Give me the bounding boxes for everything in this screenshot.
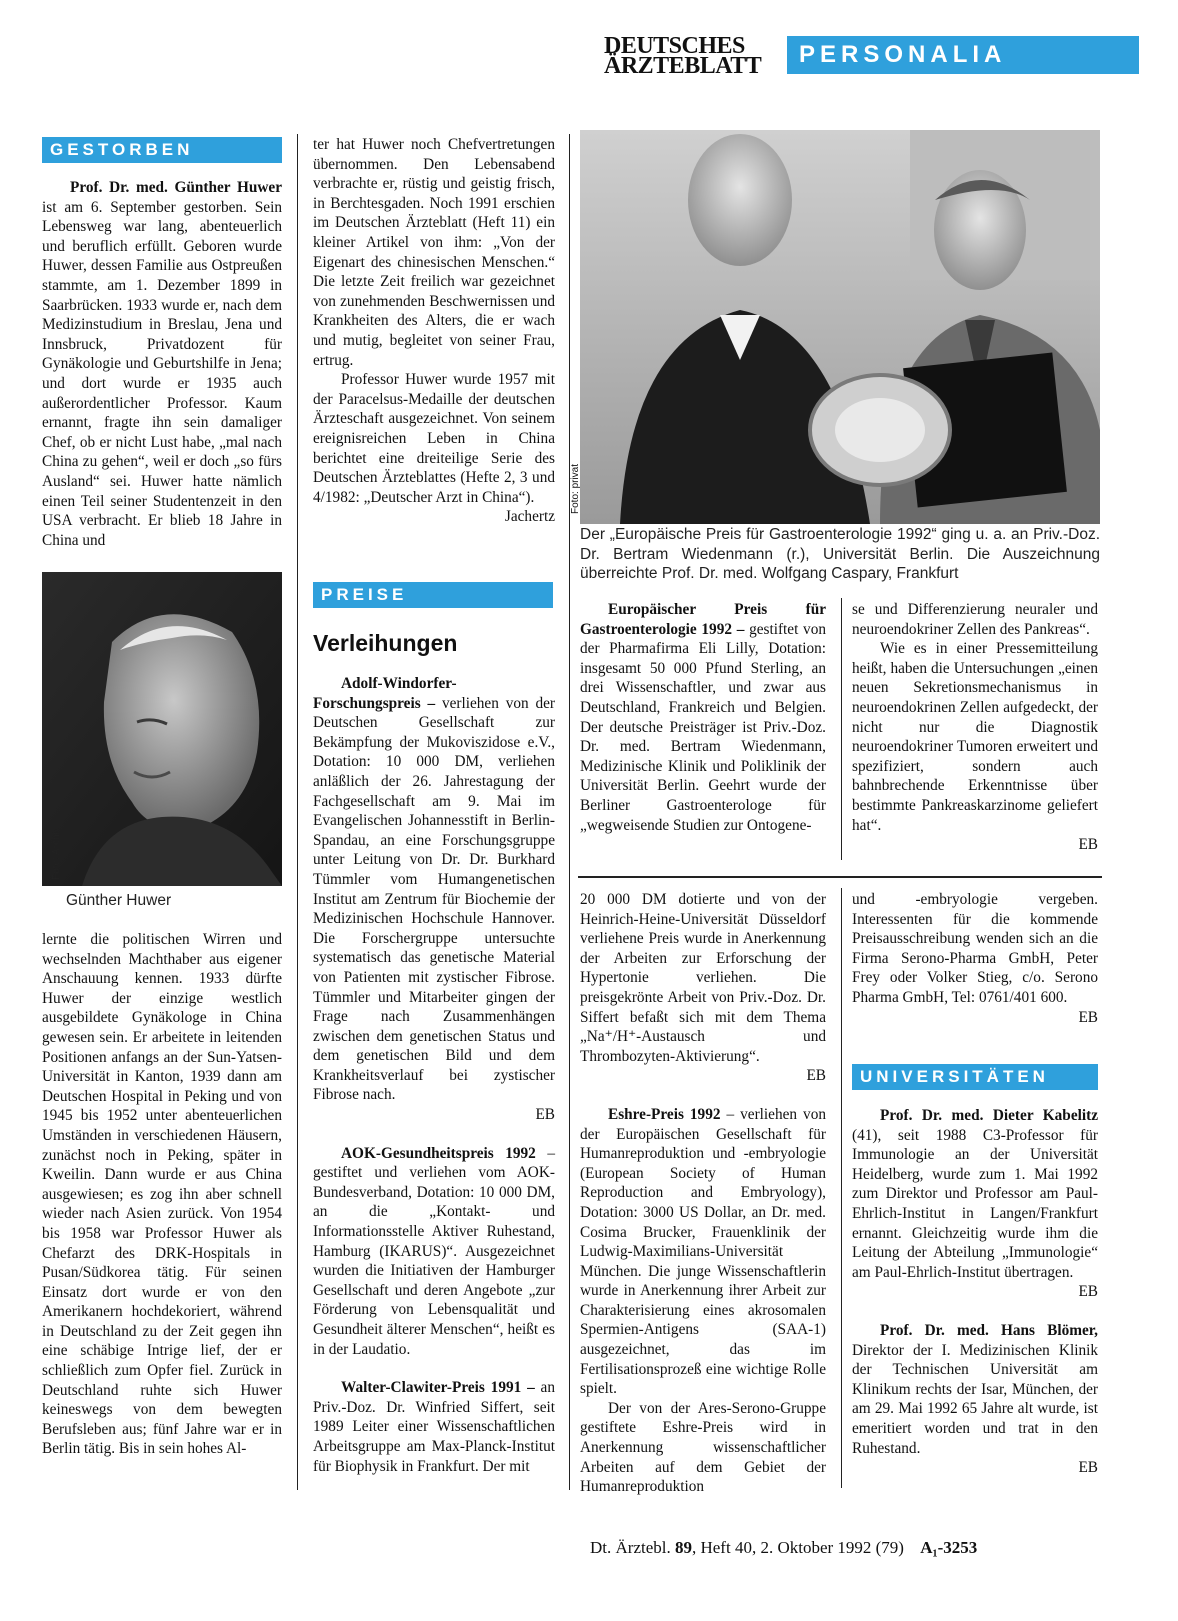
journal-logo — [604, 33, 782, 79]
obituary-paragraph: Professor Huwer wurde 1957 mit der Paracelsus-Medaille der deutschen Ärzteschaft ausgezeichnet. Von seinem ereignisreichen Leben in China berichtet eine dreiteilige Serie des Deutschen Ärzteblattes (Hefte 2, 3 und 4/1982: „Deutscher Arzt in China“). — [313, 371, 555, 506]
column-divider — [297, 134, 298, 1490]
person-name: Prof. Dr. med. Dieter Kabelitz — [880, 1107, 1098, 1124]
award-paragraph: Wie es in einer Pressemitteilung heißt, haben die Untersuchungen „einen neuen Sekretionsmechanismus in neuroendokrinen Zellen aufgedeckt, der nicht nur die Diagnostik neuroendokriner Tumoren erweitert und spezifiziert, sondern auch bahnbrechende Erkenntnisse über bestimmte Pankreaskarzinome geliefert hat“. — [852, 640, 1098, 834]
news-paragraph: (41), seit 1988 C3-Professor für Immunologie an der Universität Heidelberg, wurde zum 1. Mai 1992 zum Direktor und Professor am Paul-Ehrlich-Institut in Langen/Frankfurt ernannt. Gleichzeitig wurde ihm die Leitung der Abteilung „Immunologie“ am Paul-Ehrlich-Institut übertragen. — [852, 1126, 1098, 1281]
award-paragraph: 20 000 DM dotierte und von der Heinrich-Heine-Universität Düsseldorf verliehene Preis wurde in Anerkennung der Arbeiten zur Erforschung der Hypertonie verliehen. Die preisgekrönte Arbeit von Priv.-Doz. Dr. Siffert befaßt sich mit dem Thema „Na⁺/H⁺-Austausch und Thrombozyten-Aktivierung“. — [580, 891, 826, 1065]
award-ceremony-photo — [580, 130, 1100, 524]
section-banner-gestorben: GESTORBEN — [42, 137, 282, 163]
award-paragraph: – gestiftet und verliehen vom AOK-Bundesverband, Dotation: 10 000 DM, an die „Kontakt- und Informationsstelle Aktiver Ruhestand, Hamburg (IKARUS)“. Ausgezeichnet wurden die Initiativen der Hamburger Gesellschaft und deren Angebote „zur Förderung von Lebensqualität und Gesundheit älterer Menschen“, heißt es in der Laudatio. — [313, 1144, 555, 1358]
section-banner-preise: PREISE — [313, 582, 553, 608]
awards-text — [313, 674, 555, 1476]
ceremony-image — [580, 130, 1100, 524]
award-paragraph: se und Differenzierung neuraler und neuroendokriner Zellen des Pankreas“. — [852, 601, 1098, 638]
logo-line-1: DEUTSCHES — [604, 33, 745, 59]
column-divider — [841, 598, 842, 860]
section-banner-universitaeten: UNIVERSITÄTEN — [852, 1064, 1098, 1090]
obituary-paragraph: ist am 6. September gestorben. Sein Lebensweg war lang, abenteuerlich und beruflich erfüllt. Geboren wurde Huwer, dessen Familie aus Ostpreußen stammte, am 1. Dezember 1899 in Saarbrücken. 1933 wurde er, nach dem Medizinstudium in Breslau, Jena und Innsbruck, Privatdozent für Gynäkologie und Geburtshilfe in Jena; und dort wurde er 1935 auch außerordentlicher Professor. Kaum ernannt, fragte ihn sein damaliger Chef, ob er nicht Lust habe, „mal nach China zu gehen“, weil er doch „so fürs Ausland“ sei. Huwer hatte nämlich einen Teil seiner Studentenzeit in den USA verbracht. Er blieb 18 Jahre in China und — [42, 198, 282, 549]
section-banner-personalia: PERSONALIA — [787, 36, 1139, 74]
author-signature: EB — [1078, 836, 1098, 854]
horizontal-rule — [578, 876, 1102, 878]
author-signature: EB — [535, 1106, 555, 1124]
portrait-photo-huwer — [42, 572, 282, 886]
award-paragraph: gestiftet von der Pharmafirma Eli Lilly, Dotation: insgesamt 50 000 Pfund Sterling, an drei Wissenschaftler, und zwar aus Deutschland, Frankreich und Belgien. Der deutsche Preisträger ist Priv.-Doz. Dr. med. Bertram Wiedenmann, Medizinische Klinik und Poliklinik der Universität Berlin. Geehrt wurde der Berliner Gastroenterologe für „wegweisende Studien zur Ontogene- — [580, 620, 827, 834]
obituary-name: Prof. Dr. med. Günther Huwer — [70, 179, 282, 196]
column-divider — [841, 888, 842, 1488]
logo-line-2: ÄRZTEBLATT — [604, 53, 762, 79]
eshre-continuation — [852, 890, 1098, 1027]
gastro-award-continuation — [852, 600, 1098, 855]
award-paragraph: und -embryologie vergeben. Interessenten für die kommende Preisausschreibung wenden sich an die Firma Serono-Pharma GmbH, Peter Frey oder Volker Stieg, c/o. Serono Pharma GmbH, Tel: 0761/401 600. — [852, 891, 1098, 1006]
obituary-paragraph: ter hat Huwer noch Chefvertretungen übernommen. Den Lebensabend verbrachte er, rüstig und geistig frisch, in Berchtesgaden. Noch 1991 erschien im Deutschen Ärzteblatt (Heft 11) ein kleiner Artikel von ihm: „Von der Eigenart des chinesischen Menschen.“ Die letzte Zeit freilich war gezeichnet von zunehmenden Beschwernissen und Krankheiten des Alters, die er wach und mutig, begleitet von seiner Frau, ertrug. — [313, 136, 555, 369]
award-paragraph: Der von der Ares-Serono-Gruppe gestiftete Eshre-Preis wird in Anerkennung wissenschaftlicher Arbeiten auf dem Gebiet der Humanreproduktion — [580, 1399, 826, 1496]
author-signature: Jachertz — [504, 508, 555, 526]
award-name: Europäischer Preis für Gastroenterologie 1992 – — [580, 601, 826, 638]
university-news-text — [852, 1106, 1098, 1478]
award-paragraph: an Priv.-Doz. Dr. Winfried Siffert, seit 1989 Leiter einer Wissenschaftlichen Arbeitsgruppe am Max-Planck-Institut für Biophysik in Frankfurt. Der mit — [313, 1379, 555, 1475]
award-name: Eshre-Preis 1992 — [608, 1105, 721, 1123]
obituary-text-top — [42, 178, 282, 550]
award-name: Adolf-Windorfer-Forschungspreis – — [313, 675, 457, 712]
article-heading-verleihungen: Verleihungen — [313, 630, 458, 656]
news-paragraph: Direktor der I. Medizinischen Klinik der Technischen Universität am Klinikum rechts der Isar, München, der am 29. Mai 1992 65 Jahre alt wurde, ist emeritiert worden und trat in den Ruhestand. — [852, 1341, 1098, 1457]
gastro-award-text — [580, 600, 826, 835]
column-divider — [569, 134, 570, 1490]
person-name: Prof. Dr. med. Hans Blömer, — [880, 1321, 1098, 1339]
award-name: Walter-Clawiter-Preis 1991 – — [341, 1379, 535, 1397]
obituary-continuation — [313, 135, 555, 527]
award-paragraph: – verliehen von der Europäischen Gesellschaft für Humanreproduktion und -embryologie (European Society of Human Reproduction and Embryology), Dotation: 3000 US Dollar, an Dr. med. Cosima Brucker, Frauenklinik der Ludwig-Maximilians-Universität München. Die junge Wissenschaftlerin wurde in Anerkennung ihrer Arbeit zur Charakterisierung eines akrosomalen Spermien-Antigens (SAA-1) ausgezeichnet, das im Fertilisationsprozeß eine wichtige Rolle spielt. — [580, 1105, 826, 1398]
portrait-image — [42, 572, 282, 886]
author-signature: EB — [1078, 1008, 1098, 1026]
footer-journal: Dt. Ärztebl. — [590, 1538, 671, 1557]
photo-credit-privat: Foto: privat — [570, 463, 581, 514]
award-name: AOK-Gesundheitspreis 1992 — [341, 1144, 536, 1162]
page-footer — [590, 1538, 977, 1558]
obituary-paragraph: lernte die politischen Wirren und wechselnden Machthaber aus eigener Anschauung kennen. 1933 dürfte Huwer der einzige westlich ausgebildete Gynäkologe in China gewesen sein. Er arbeitete in leitenden Positionen anfangs an der Sun-Yatsen-Universität in Kanton, 1939 dann am Deutschen Hospital in Peking und von 1945 bis 1952 unter abenteuerlichen Umständen in verschiedenen Häusern, zunächst noch in Peking, später in Kweilin. Dann wurde er aus China ausgewiesen; es zog ihn aber schnell wieder nach Asien zurück. Von 1954 bis 1958 war Professor Huwer als Chefarzt des DRK-Hospitals in Pusan/Südkorea tätig. Für seinen Einsatz dort wurde er von den Amerikanern hochdekoriert, während in Deutschland zu der Zeit gegen ihn eine schäbige Intrige lief, der er schließlich zum Opfer fiel. Zurück in Deutschland ruhte sich Huwer keineswegs von dem bewegten Berufsleben aus; fünf Jahre war er in Berlin tätig. Bis in sein hohes Al- — [42, 931, 282, 1458]
author-signature: EB — [1078, 1459, 1098, 1477]
author-signature: EB — [806, 1067, 826, 1085]
award-paragraph: verliehen von der Deutschen Gesellschaft zur Bekämpfung der Mukoviszidose e.V., Dotation: 10 000 DM, verliehen anläßlich der 26. Jahrestagung der Fachgesellschaft am 9. Mai im Evangelischen Johannesstift in Berlin-Spandau, an eine Forschungsgruppe unter Leitung von Dr. Dr. Burkhard Tümmler vom Humangenetischen Institut am Zentrum für Biochemie der Medizinischen Hochschule Hannover. Die Forschergruppe untersuchte systematisch das genetische Material von Patienten mit zystischer Fibrose. Tümmler und Mitarbeiter gingen der Frage nach Zusammenhängen zwischen dem genetischen Status und dem genetischen Bild und dem Krankheitsverlauf bei zystischer Fibrose nach. — [313, 694, 555, 1104]
ceremony-caption: Der „Europäische Preis für Gastroenterologie 1992“ ging u. a. an Priv.-Doz. Dr. Bertram Wiedenmann (r.), Universität Berlin. Die Auszeichnung überreichte Prof. Dr. med. Wolfgang Caspary, Frankfurt — [580, 526, 1100, 583]
footer-page-number: A₁-3253 — [920, 1538, 978, 1557]
author-signature: EB — [1078, 1283, 1098, 1301]
footer-volume: 89 — [674, 1538, 692, 1557]
photo-credit-archiv: Foto: Archiv — [51, 827, 62, 880]
clawiter-eshre-text — [580, 890, 826, 1497]
obituary-text-bottom — [42, 930, 282, 1459]
footer-issue: , Heft 40, 2. Oktober 1992 (79) — [691, 1538, 904, 1557]
portrait-caption: Günther Huwer — [66, 892, 172, 909]
